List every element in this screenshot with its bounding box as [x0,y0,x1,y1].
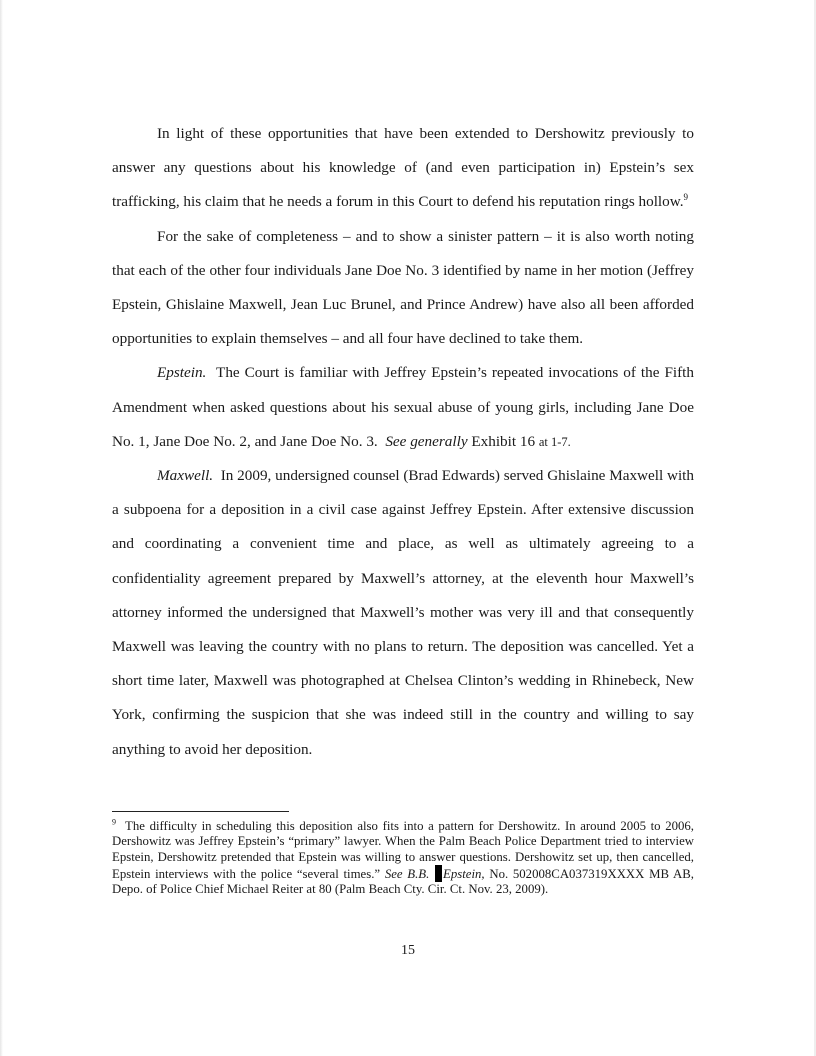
paragraph-epstein [112,356,694,459]
footnote-reference[interactable]: 9 [683,192,689,203]
section-lead-epstein: Epstein. [157,364,207,382]
paragraph-text: The Court is familiar with Jeffrey Epstein’s repeated invocations of the Fifth Amendment when asked questions about his sexual abuse of young girls, including Jane Doe No. 1, Jane Doe No. 2, and Jane Doe No. 3. [112,364,694,450]
scan-edge-left [0,0,3,1056]
footnote-text: The difficulty in scheduling this deposition also fits into a pattern for Dershowitz. In around 2005 to 2006, Dershowitz was Jeffrey Epstein’s “primary” lawyer. When the Palm Beach Police Department tried to interview Epstein, Dershowitz pretended that Epstein was willing to answer questions. Dershowitz set up, then cancelled, Epstein interviews with the police “several times.” [112,819,695,881]
footnote-citation-signal: See B.B. [384,866,430,881]
footnote-text-continued: No. 502008CA037319XXXX MB AB, Depo. of Police Chief Michael Reiter at 80 (Palm Beach Cty. Cir. Ct. Nov. 23, 2009). [112,866,695,897]
paragraph-maxwell [112,459,694,767]
footnote-case-name: Epstein, [443,866,485,881]
paragraph-opportunities [112,117,694,220]
paragraph-text: In 2009, undersigned counsel (Brad Edwards) served Ghislaine Maxwell with a subpoena for a deposition in a civil case against Jeffrey Epstein. After extensive discussion and coordinating a convenient time and place, as well as ultimately agreeing to a confidentiality agreement prepared by Maxwell’s attorney, at the eleventh hour Maxwell’s attorney informed the undersigned that Maxwell’s mother was very ill and that consequently Maxwell was leaving the country with no plans to return. The deposition was cancelled. Yet a short time later, Maxwell was photographed at Chelsea Clinton’s wedding in Rhinebeck, New York, confirming the suspicion that she was indeed still in the country and willing to say anything to avoid her deposition. [112,467,694,758]
page-number: 15 [401,943,415,958]
paragraph-text: For the sake of completeness – and to show a sinister pattern – it is also worth noting that each of the other four individuals Jane Doe No. 3 identified by name in her motion (Jeffrey Epstein, Ghislaine Maxwell, Jean Luc Brunel, and Prince Andrew) have also all been afforded opportunities to explain themselves – and all four have declined to take them. [112,227,694,348]
footnote-marker: 9 [112,817,116,827]
citation-signal: See generally [385,432,468,450]
page-body [112,117,694,767]
footnote-9 [112,819,694,897]
paragraph-completeness [112,220,694,357]
redaction-block [435,865,442,882]
pin-cite: at 1-7. [538,434,571,449]
footnote-separator [112,811,289,812]
section-lead-maxwell: Maxwell. [157,467,214,485]
paragraph-text: In light of these opportunities that have been extended to Dershowitz previously to answer any questions about his knowledge of (and even participation in) Epstein’s sex trafficking, his claim that he needs a forum in this Court to defend his reputation rings hollow. [112,125,694,211]
exhibit-citation: Exhibit 16 [471,432,536,450]
